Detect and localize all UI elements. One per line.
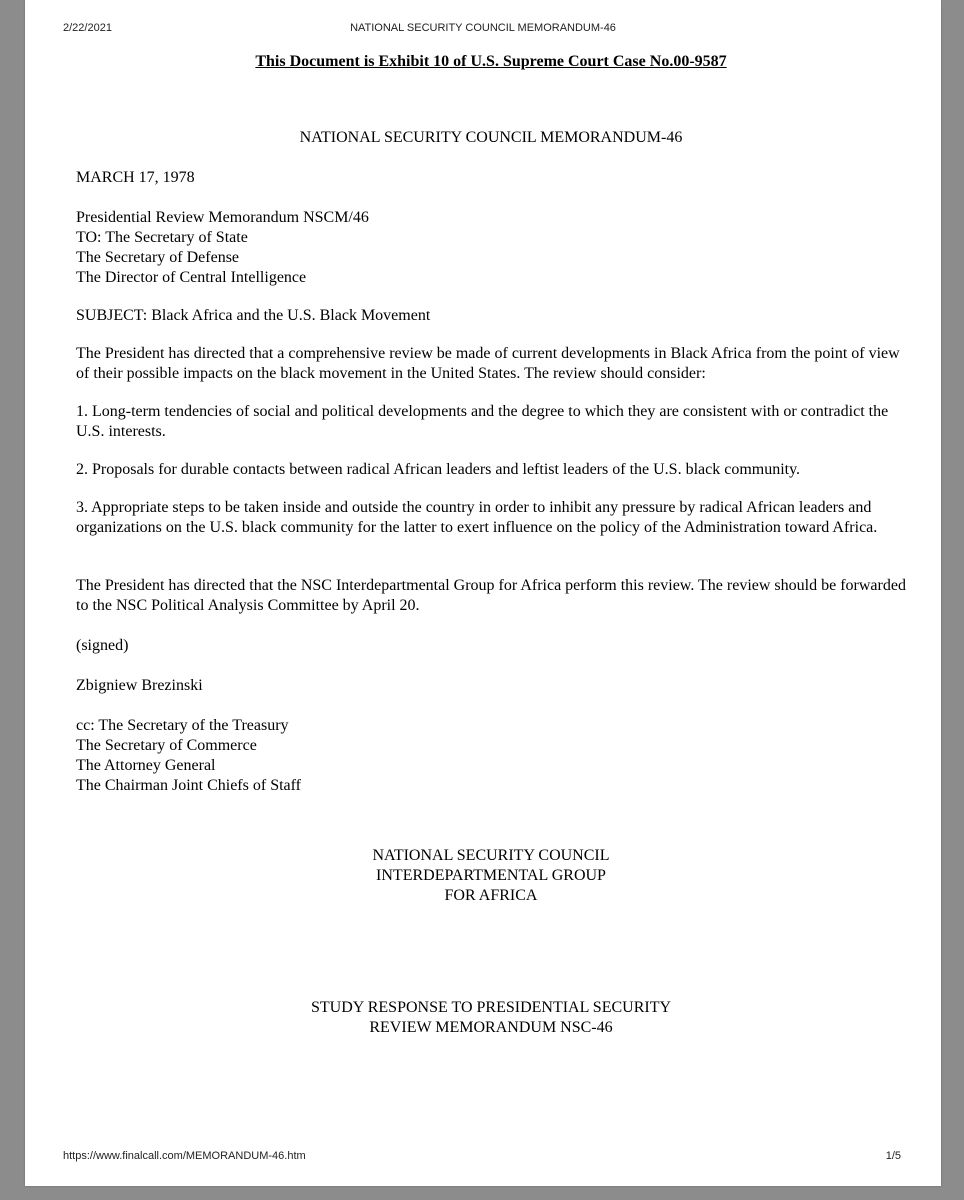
group-heading-line: INTERDEPARTMENTAL GROUP: [376, 867, 606, 884]
address-block: [76, 208, 906, 288]
source-url: https://www.finalcall.com/MEMORANDUM-46.htm: [63, 1150, 306, 1162]
address-line: The Secretary of Defense: [76, 249, 240, 266]
address-line: TO: The Secretary of State: [76, 229, 248, 246]
list-item: 2. Proposals for durable contacts between radical African leaders and leftist leaders of the U.S. black community.: [76, 461, 801, 478]
exhibit-notice: This Document is Exhibit 10 of U.S. Supreme Court Case No.00-9587: [255, 53, 727, 70]
signer-name: Zbigniew Brezinski: [76, 677, 203, 694]
address-line: Presidential Review Memorandum NSCM/46: [76, 209, 369, 226]
study-heading-line: STUDY RESPONSE TO PRESIDENTIAL SECURITY: [310, 999, 672, 1016]
list-item: 3. Appropriate steps to be taken inside and outside the country in order to inhibit any pressure by radical African leaders and organizations on the U.S. black community for the latter to exert influence on the policy of the Administration toward Africa.: [76, 499, 878, 536]
study-heading: [76, 998, 906, 1038]
print-date: 2/22/2021: [63, 22, 112, 34]
memorandum-title: NATIONAL SECURITY COUNCIL MEMORANDUM-46: [299, 129, 683, 146]
cc-line: The Chairman Joint Chiefs of Staff: [76, 777, 301, 794]
list-item: 1. Long-term tendencies of social and political developments and the degree to which they are consistent with or contradict the U.S. interests.: [76, 403, 889, 440]
address-line: The Director of Central Intelligence: [76, 269, 307, 286]
cc-line: The Attorney General: [76, 757, 216, 774]
print-title: NATIONAL SECURITY COUNCIL MEMORANDUM-46: [350, 22, 616, 34]
page-number: 1/5: [885, 1150, 901, 1162]
cc-line: cc: The Secretary of the Treasury: [76, 717, 289, 734]
cc-line: The Secretary of Commerce: [76, 737, 257, 754]
print-footer: [25, 1150, 941, 1164]
memorandum-body: [76, 52, 906, 1038]
study-heading-line: REVIEW MEMORANDUM NSC-46: [369, 1019, 613, 1036]
subject-line: SUBJECT: Black Africa and the U.S. Black Movement: [76, 307, 431, 324]
group-heading: [76, 846, 906, 906]
intro-paragraph: The President has directed that a comprehensive review be made of current developments in Black Africa from the point of view of their possible impacts on the black movement in the United States. The review should consider:: [76, 345, 900, 382]
group-heading-line: NATIONAL SECURITY COUNCIL: [372, 847, 610, 864]
group-heading-line: FOR AFRICA: [444, 887, 538, 904]
memorandum-date: MARCH 17, 1978: [76, 169, 195, 186]
directive-paragraph: The President has directed that the NSC Interdepartmental Group for Africa perform this review. The review should be forwarded to the NSC Political Analysis Committee by April 20.: [76, 577, 906, 614]
document-page: [25, 0, 941, 1186]
print-header: [25, 22, 941, 36]
signed-note: (signed): [76, 637, 129, 654]
cc-block: [76, 716, 906, 796]
